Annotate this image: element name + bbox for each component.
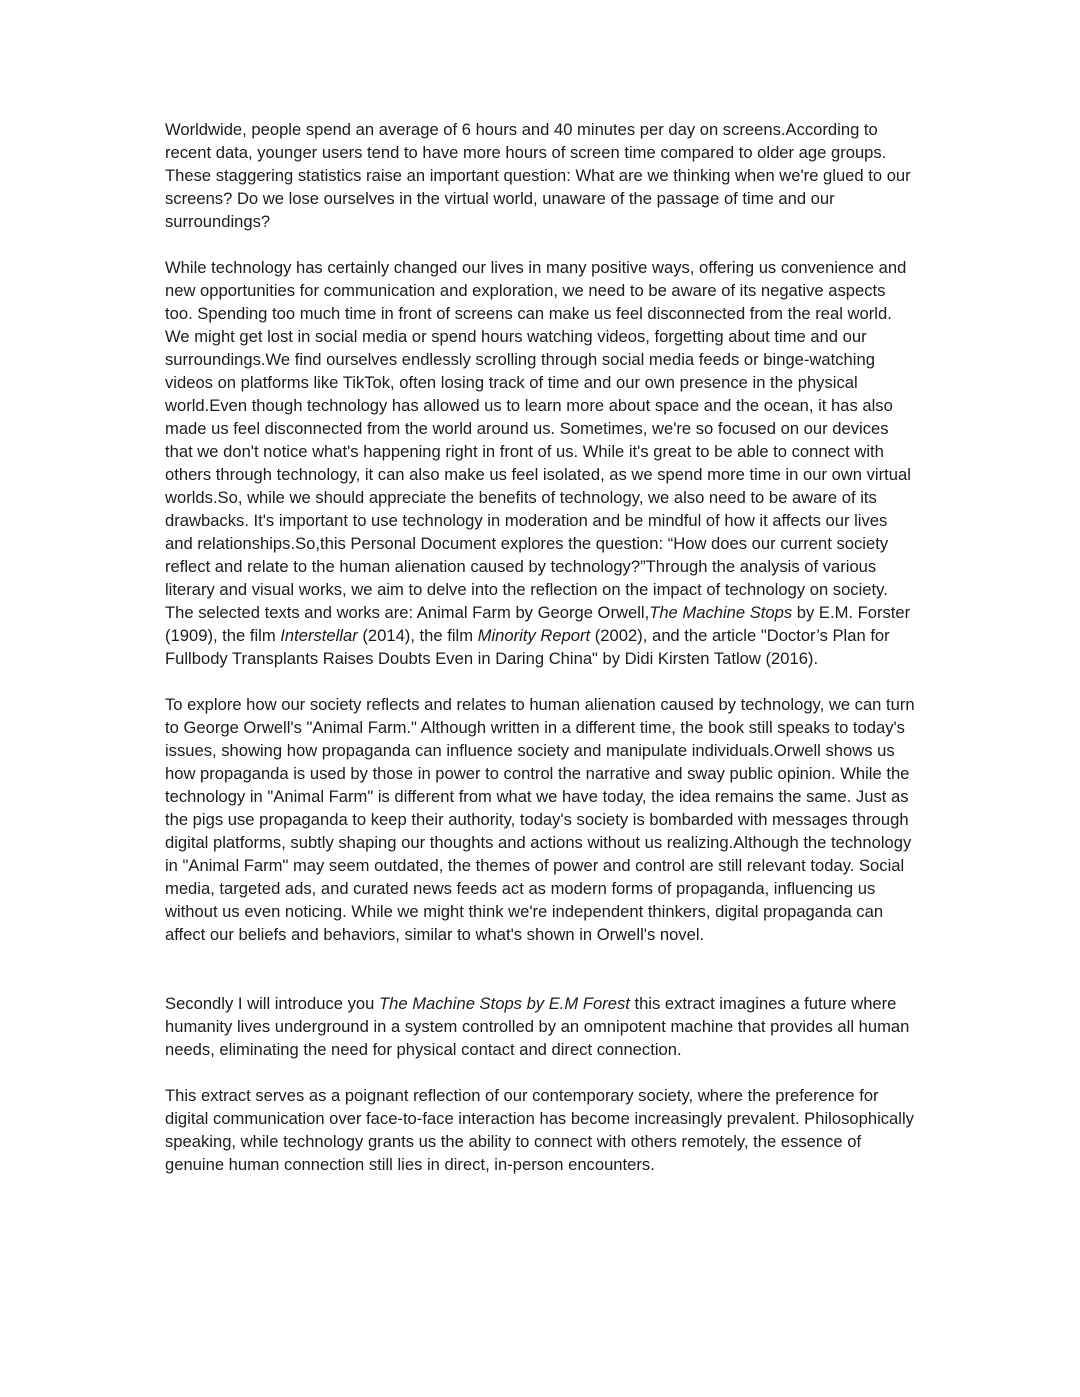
paragraph-text: (2002), and the article "Doctor’s Plan for Fullbody Transplants Raises Doubts Even in Daring China" by Didi Kirsten Tatlow (2016).	[165, 626, 890, 668]
title-interstellar: Interstellar	[280, 626, 358, 645]
paragraph-reflection: This extract serves as a poignant reflection of our contemporary society, where the preference for digital communication over face-to-face interaction has become increasingly prevalent. Philosophically speaking, while technology grants us the ability to connect with others remotely, the essence of genuine human connection still lies in direct, in-person encounters.	[165, 1086, 914, 1174]
paragraph-animal-farm: To explore how our society reflects and relates to human alienation caused by technology, we can turn to George Orwell's "Animal Farm." Although written in a different time, the book still speaks to today's issues, showing how propaganda can influence society and manipulate individuals.Orwell shows us how propaganda is used by those in power to control the narrative and sway public opinion. While the technology in "Animal Farm" is different from what we have today, the idea remains the same. Just as the pigs use propaganda to keep their authority, today's society is bombarded with messages through digital platforms, subtly shaping our thoughts and actions without us realizing.Although the technology in "Animal Farm" may seem outdated, the themes of power and control are still relevant today. Social media, targeted ads, and curated news feeds act as modern forms of propaganda, influencing us without us even noticing. While we might think we're independent thinkers, digital propaganda can affect our beliefs and behaviors, similar to what's shown in Orwell's novel.	[165, 695, 915, 944]
paragraph-text: this extract imagines a future where humanity lives underground in a system controlled by an omnipotent machine that provides all human needs, eliminating the need for physical contact and direct connection.	[165, 994, 910, 1059]
paragraph-technology-impact	[165, 256, 917, 670]
paragraph-text: by E.M. Forster (1909), the film	[165, 603, 911, 645]
title-machine-stops: The Machine Stops	[649, 603, 793, 622]
paragraph-text: While technology has certainly changed our lives in many positive ways, offering us convenience and new opportunities for communication and exploration, we need to be aware of its negative aspects too. Spending too much time in front of screens can make us feel disconnected from the real world. We might get lost in social media or spend hours watching videos, forgetting about time and our surroundings.We find ourselves endlessly scrolling through social media feeds or binge-watching videos on platforms like TikTok, often losing track of time and our own presence in the physical world.Even though technology has allowed us to learn more about space and the ocean, it has also made us feel disconnected from the world around us. Sometimes, we're so focused on our devices that we don't notice what's happening right in front of us. While it's great to be able to connect with others through technology, it can also make us feel isolated, as we spend more time in our own virtual worlds.So, while we should appreciate the benefits of technology, we also need to be aware of its drawbacks. It's important to use technology in moderation and be mindful of how it affects our lives and relationships.So,this Personal Document explores the question: “How does our current society reflect and relate to the human alienation caused by technology?”Through the analysis of various literary and visual works, we aim to delve into the reflection on the impact of technology on society. The selected texts and works are: Animal Farm by George Orwell,	[165, 258, 911, 622]
title-machine-stops-forest: The Machine Stops by E.M Forest	[379, 994, 630, 1013]
paragraph-text: (2014), the film	[357, 626, 478, 645]
paragraph-intro: Worldwide, people spend an average of 6 hours and 40 minutes per day on screens.According to recent data, younger users tend to have more hours of screen time compared to older age groups. These staggering statistics raise an important question: What are we thinking when we're glued to our screens? Do we lose ourselves in the virtual world, unaware of the passage of time and our surroundings?	[165, 120, 911, 231]
paragraph-machine-stops-intro	[165, 992, 917, 1061]
title-minority-report: Minority Report	[477, 626, 591, 645]
paragraph-text: Secondly I will introduce you	[165, 994, 379, 1013]
document-body	[165, 118, 917, 1176]
